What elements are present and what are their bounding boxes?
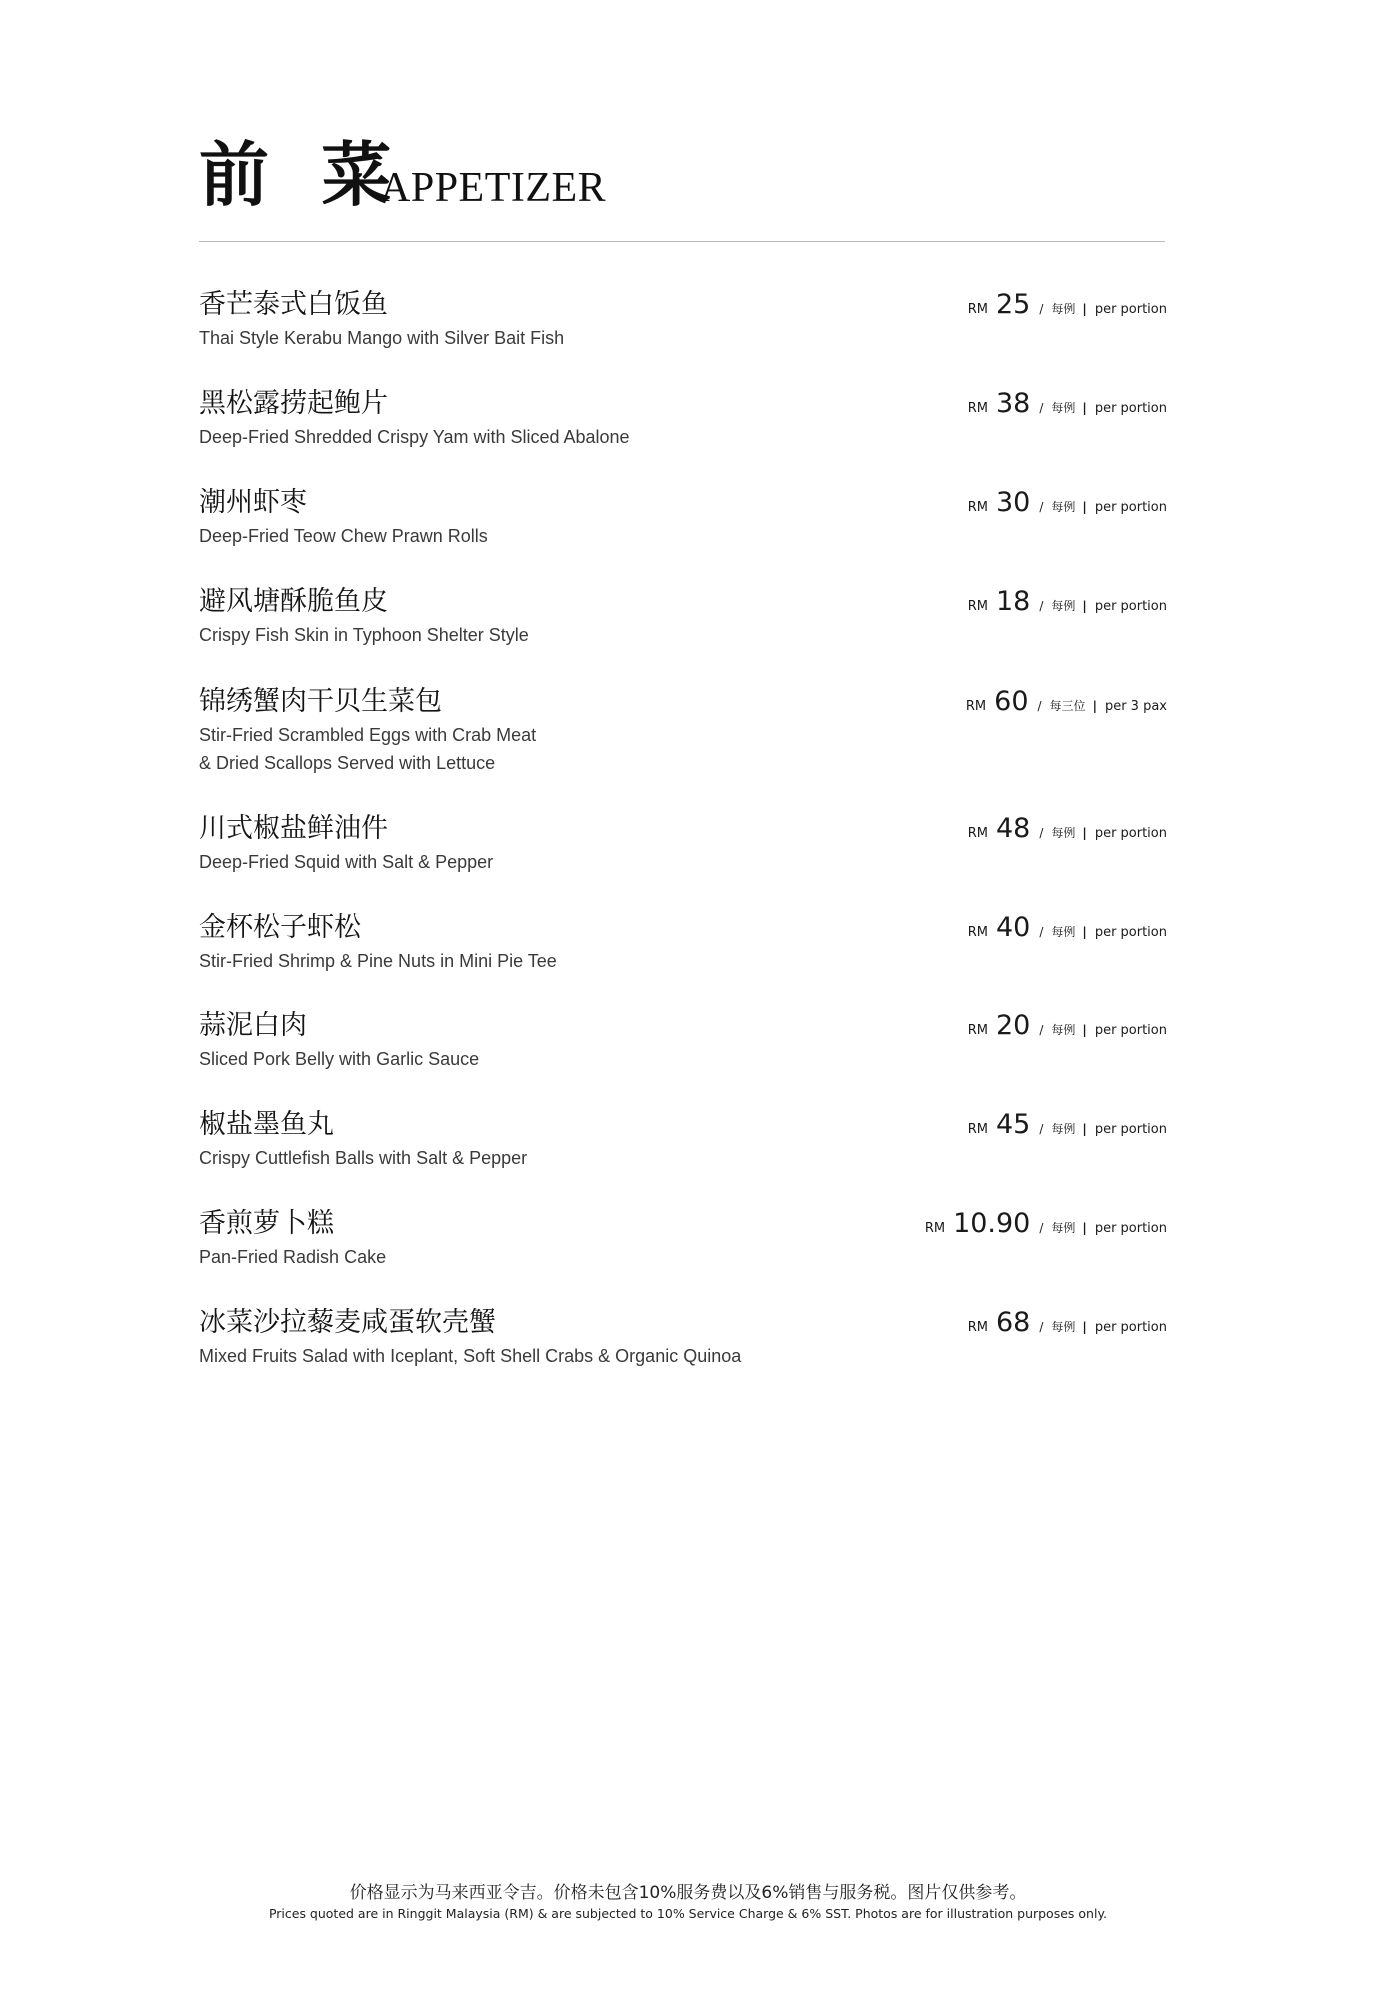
dish-name-chinese: 潮州虾枣: [199, 487, 307, 518]
price-unit-chinese: 每例: [1051, 401, 1076, 415]
dish-price: [968, 584, 1167, 620]
price-unit-divider: |: [1082, 1122, 1087, 1136]
price-unit-divider: |: [1082, 599, 1087, 613]
page-title-chinese: 前 菜: [199, 133, 406, 216]
dish-name-english: Crispy Cuttlefish Balls with Salt & Pepper: [199, 1148, 528, 1168]
dish-price: [968, 287, 1167, 323]
price-currency: RM: [924, 1221, 946, 1236]
price-unit-chinese: 每例: [1051, 1122, 1076, 1136]
dish-name-chinese: 冰菜沙拉藜麦咸蛋软壳蟹: [199, 1307, 496, 1338]
price-currency: RM: [967, 826, 988, 841]
price-amount: 30: [996, 487, 1031, 518]
price-currency: RM: [967, 1320, 988, 1335]
dish-name-english: Mixed Fruits Salad with Iceplant, Soft Shell Crabs & Organic Quinoa: [199, 1346, 742, 1366]
dish-name-english: Deep-Fried Shredded Crispy Yam with Sliced Abalone: [199, 427, 630, 447]
price-unit-english: per portion: [1094, 925, 1167, 940]
dish-name-chinese: 黑松露捞起鲍片: [199, 388, 388, 419]
dish-name-english: Sliced Pork Belly with Garlic Sauce: [199, 1049, 480, 1069]
dish-name-chinese: 避风塘酥脆鱼皮: [199, 586, 388, 617]
price-separator: /: [1039, 1320, 1044, 1334]
price-unit-chinese: 每例: [1051, 925, 1076, 939]
price-unit-chinese: 每例: [1051, 1320, 1076, 1334]
footer-note-chinese: 价格显示为马来西亚令吉。价格未包含10%服务费以及6%销售与服务税。图片仅供参考。: [349, 1883, 1027, 1903]
price-unit-english: per portion: [1094, 1023, 1167, 1038]
dish-name-english-line-2: & Dried Scallops Served with Lettuce: [199, 753, 496, 773]
price-unit-divider: |: [1082, 1320, 1087, 1334]
dish-name-chinese: 川式椒盐鲜油件: [199, 813, 388, 844]
dish-price: [968, 386, 1167, 422]
price-currency: RM: [967, 500, 988, 515]
price-currency: RM: [967, 1023, 988, 1038]
price-unit-divider: |: [1082, 401, 1087, 415]
dish-price: [968, 1305, 1167, 1341]
price-amount: 18: [996, 586, 1031, 617]
price-unit-divider: |: [1082, 302, 1087, 316]
price-amount: 40: [996, 912, 1031, 943]
dish-name-english: Crispy Fish Skin in Typhoon Shelter Style: [199, 625, 529, 645]
price-separator: /: [1039, 500, 1044, 514]
dish-price: [966, 684, 1167, 720]
price-separator: /: [1039, 302, 1044, 316]
dish-price: [968, 910, 1167, 946]
price-currency: RM: [967, 302, 988, 317]
dish-price: [968, 811, 1167, 847]
price-unit-divider: |: [1082, 500, 1087, 514]
price-amount: 38: [996, 388, 1031, 419]
page-title-english: APPETIZER: [380, 165, 607, 211]
dish-name-english: Deep-Fried Teow Chew Prawn Rolls: [199, 526, 488, 546]
price-amount: 45: [996, 1109, 1031, 1140]
dish-price: [968, 1107, 1167, 1143]
price-currency: RM: [967, 401, 988, 416]
price-currency: RM: [967, 925, 988, 940]
price-unit-english: per portion: [1094, 302, 1167, 317]
price-unit-chinese: 每例: [1051, 599, 1076, 613]
dish-price: [925, 1206, 1167, 1242]
price-amount: 48: [996, 813, 1031, 844]
dish-name-chinese: 金杯松子虾松: [199, 912, 361, 943]
dish-name-chinese: 蒜泥白肉: [199, 1010, 307, 1041]
price-unit-chinese: 每例: [1051, 826, 1076, 840]
price-amount: 10.90: [953, 1208, 1031, 1239]
menu-list: [199, 0, 1167, 2000]
dish-name-english: Pan-Fried Radish Cake: [199, 1247, 387, 1267]
price-currency: RM: [967, 599, 988, 614]
price-currency: RM: [965, 699, 987, 714]
dish-name-chinese: 香煎萝卜糕: [199, 1208, 334, 1239]
price-unit-english: per portion: [1094, 401, 1167, 416]
price-unit-chinese: 每例: [1051, 500, 1076, 514]
price-unit-chinese: 每例: [1051, 1221, 1076, 1235]
price-unit-english: per portion: [1094, 599, 1167, 614]
price-unit-english: per portion: [1094, 1221, 1167, 1236]
dish-name-english: Thai Style Kerabu Mango with Silver Bait Fish: [199, 328, 565, 348]
price-unit-divider: |: [1082, 826, 1087, 840]
dish-name-chinese: 锦绣蟹肉干贝生菜包: [199, 686, 442, 717]
price-unit-chinese: 每例: [1051, 302, 1076, 316]
price-separator: /: [1039, 1221, 1044, 1235]
price-unit-english: per portion: [1094, 1320, 1167, 1335]
price-unit-chinese: 每例: [1051, 1023, 1076, 1037]
dish-name-chinese: 香芒泰式白饭鱼: [199, 289, 388, 320]
price-separator: /: [1039, 599, 1044, 613]
price-amount: 25: [996, 289, 1031, 320]
price-unit-english: per portion: [1094, 500, 1167, 515]
price-unit-english: per portion: [1094, 1122, 1167, 1137]
price-separator: /: [1039, 1122, 1044, 1136]
footer-note: [0, 1881, 1376, 1923]
price-unit-divider: |: [1092, 699, 1097, 713]
price-separator: /: [1039, 826, 1044, 840]
dish-name-english: Stir-Fried Shrimp & Pine Nuts in Mini Pie Tee: [199, 951, 557, 971]
price-currency: RM: [967, 1122, 988, 1137]
price-unit-english: per 3 pax: [1104, 699, 1167, 714]
price-unit-divider: |: [1082, 1221, 1087, 1235]
price-separator: /: [1037, 699, 1042, 713]
price-separator: /: [1039, 401, 1044, 415]
price-unit-divider: |: [1082, 1023, 1087, 1037]
dish-price: [968, 485, 1167, 521]
footer-note-english: Prices quoted are in Ringgit Malaysia (RM) & are subjected to 10% Service Charge & 6% SST. Photos are for illustration purposes only.: [268, 1906, 1108, 1921]
dish-name-chinese: 椒盐墨鱼丸: [199, 1109, 334, 1140]
dish-name-english: Stir-Fried Scrambled Eggs with Crab Meat: [199, 725, 537, 745]
price-separator: /: [1039, 925, 1044, 939]
price-unit-chinese: 每三位: [1049, 699, 1086, 713]
dish-name-english: Deep-Fried Squid with Salt & Pepper: [199, 852, 494, 872]
price-unit-english: per portion: [1094, 826, 1167, 841]
price-unit-divider: |: [1082, 925, 1087, 939]
dish-price: [968, 1008, 1167, 1044]
price-separator: /: [1039, 1023, 1044, 1037]
price-amount: 60: [994, 686, 1029, 717]
price-amount: 20: [996, 1010, 1031, 1041]
price-amount: 68: [996, 1307, 1031, 1338]
